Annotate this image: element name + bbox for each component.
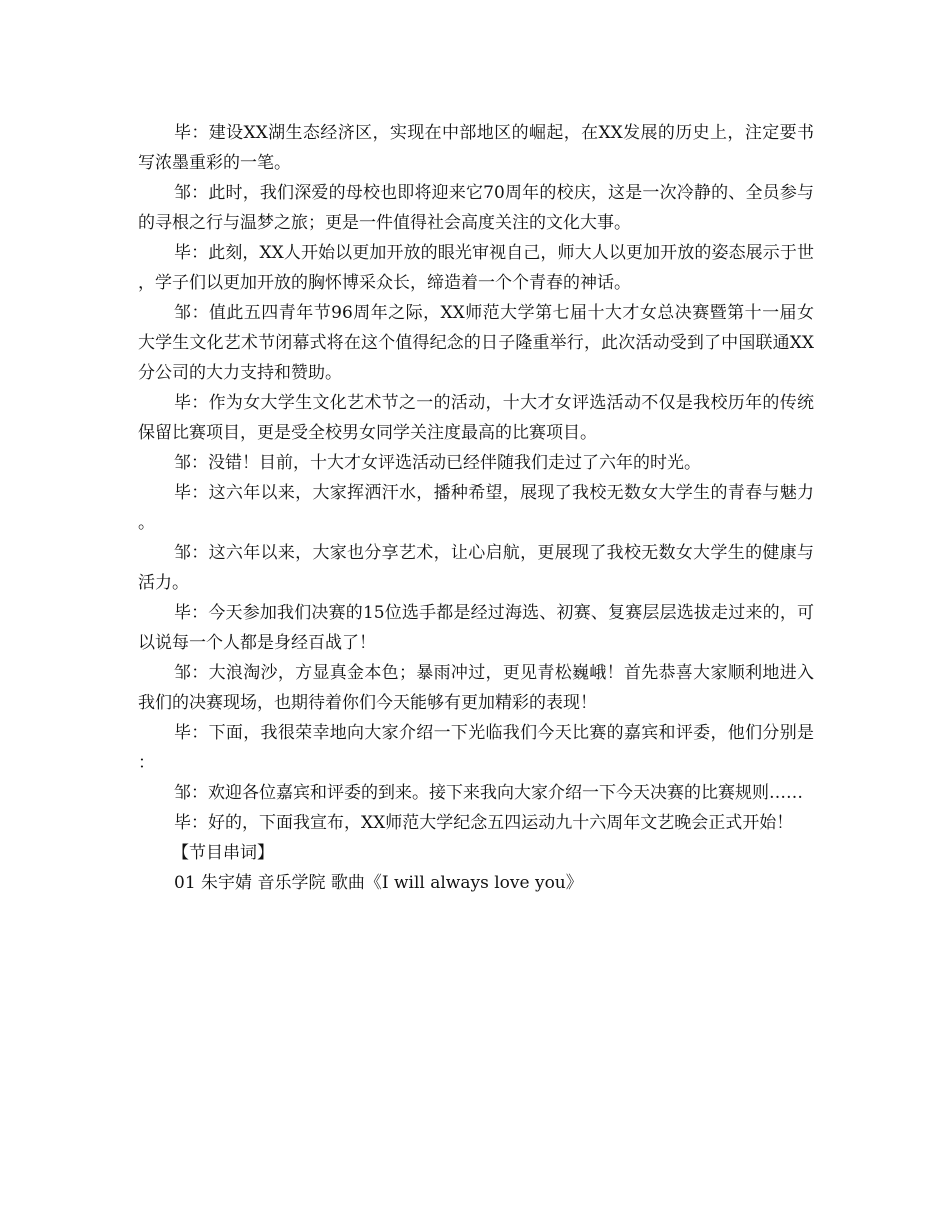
paragraph-3: 毕：此刻，XX人开始以更加开放的眼光审视自己，师大人以更加开放的姿态展示于世，学子们以更加开放的胸怀博采众长，缔造着一个个青春的神话。	[138, 243, 814, 293]
paragraph-12: 邹：欢迎各位嘉宾和评委的到来。接下来我向大家介绍一下今天决赛的比赛规则……	[174, 783, 803, 803]
paragraph-7: 毕：这六年以来，大家挥洒汗水，播种希望，展现了我校无数女大学生的青春与魅力。	[138, 483, 814, 533]
paragraph-8: 邹：这六年以来，大家也分享艺术，让心启航，更展现了我校无数女大学生的健康与活力。	[138, 543, 814, 593]
paragraph-10: 邹：大浪淘沙，方显真金本色；暴雨冲过，更见青松巍峨！首先恭喜大家顺利地进入我们的决赛现场，也期待着你们今天能够有更加精彩的表现！	[138, 663, 814, 713]
section-heading: 【节目串词】	[172, 843, 274, 863]
paragraph-9: 毕：今天参加我们决赛的15位选手都是经过海选、初赛、复赛层层选拔走过来的，可以说每一个人都是身经百战了！	[138, 603, 814, 653]
program-item-01: 01 朱宇婧 音乐学院 歌曲《I will always love you》	[174, 873, 583, 893]
paragraph-2: 邹：此时，我们深爱的母校也即将迎来它70周年的校庆，这是一次冷静的、全员参与的寻根之行与温梦之旅；更是一件值得社会高度关注的文化大事。	[138, 183, 814, 233]
document-body	[138, 118, 814, 898]
paragraph-4: 邹：值此五四青年节96周年之际，XX师范大学第七届十大才女总决赛暨第十一届女大学生文化艺术节闭幕式将在这个值得纪念的日子隆重举行，此次活动受到了中国联通XX分公司的大力支持和赞助。	[138, 303, 814, 383]
paragraph-1: 毕：建设XX湖生态经济区，实现在中部地区的崛起，在XX发展的历史上，注定要书写浓墨重彩的一笔。	[138, 123, 814, 173]
paragraph-11: 毕：下面，我很荣幸地向大家介绍一下光临我们今天比赛的嘉宾和评委，他们分别是：	[138, 723, 814, 773]
paragraph-13: 毕：好的，下面我宣布，XX师范大学纪念五四运动九十六周年文艺晚会正式开始！	[174, 813, 794, 833]
paragraph-5: 毕：作为女大学生文化艺术节之一的活动，十大才女评选活动不仅是我校历年的传统保留比赛项目，更是受全校男女同学关注度最高的比赛项目。	[138, 393, 814, 443]
paragraph-6: 邹：没错！目前，十大才女评选活动已经伴随我们走过了六年的时光。	[174, 453, 701, 473]
